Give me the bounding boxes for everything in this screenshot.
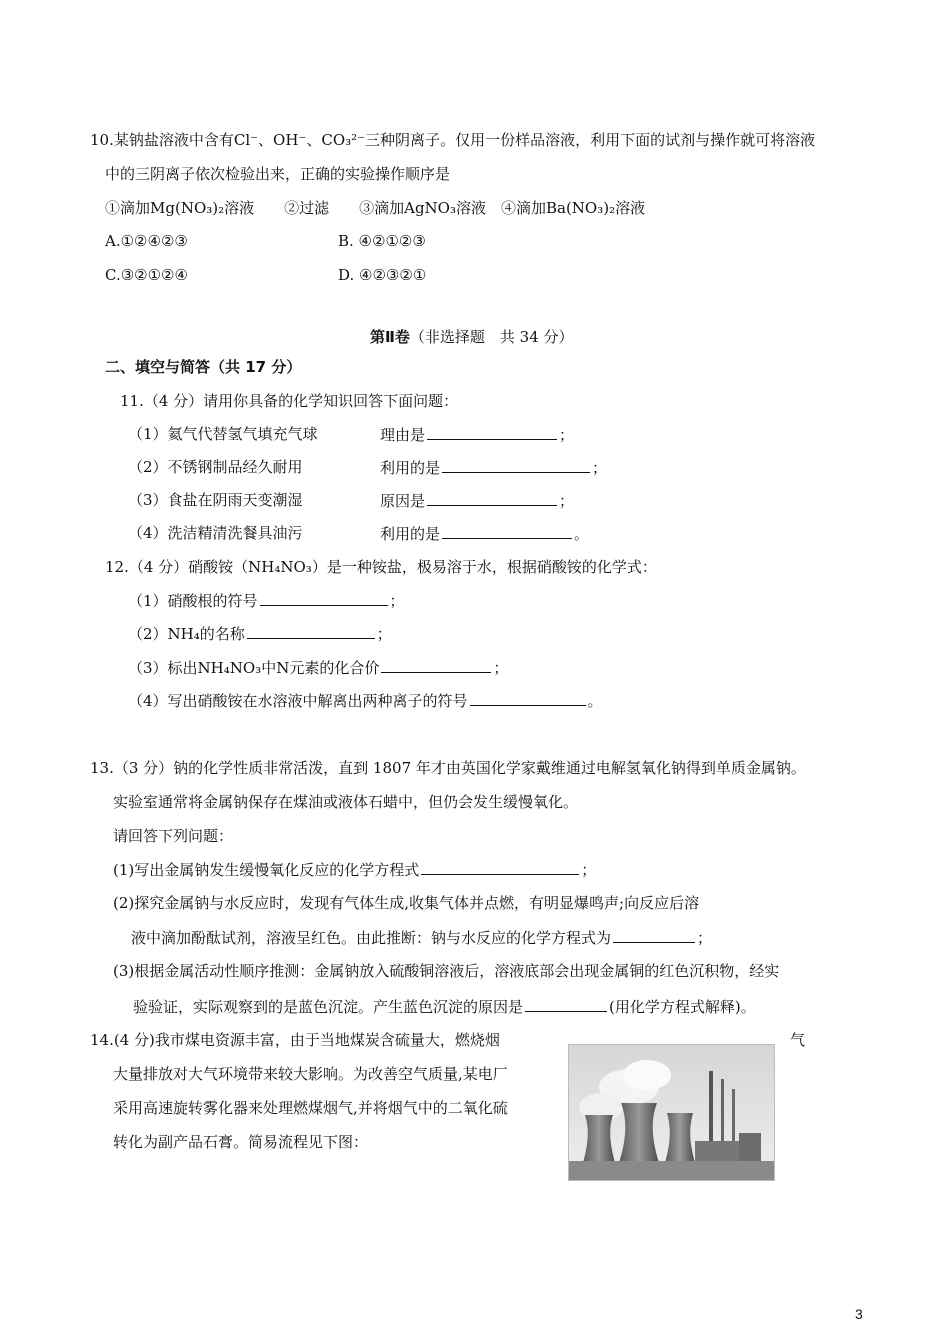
q12-item-3-blank[interactable] [381,657,491,673]
q10-option-a: A.①②④②③ [105,232,188,250]
q12-item-4 [128,690,603,711]
q12-item-1-text: （1）硝酸根的符号 [128,592,258,610]
q11-item-3-right [380,490,574,511]
q12-item-4-text: （4）写出硝酸铵在水溶液中解离出两种离子的符号 [128,692,468,710]
q11-stem: 11.（4 分）请用你具备的化学知识回答下面问题： [120,392,459,410]
q13-stem-line2: 实验室通常将金属钠保存在煤油或液体石蜡中，但仍会发生缓慢氧化。 [113,793,579,811]
q12-item-1-blank[interactable] [260,590,388,606]
q11-item-2-right [380,457,607,478]
q10-option-b: B. ④②①②③ [338,232,426,250]
page-number: 3 [855,1306,863,1322]
q11-item-4-label: 利用的是 [380,525,441,543]
q14-line1: 14.(4 分)我市煤电资源丰富，由于当地煤炭含硫量大，燃烧烟 [90,1031,500,1049]
q12-item-3 [128,657,508,678]
q13-part-2-line2 [131,927,712,948]
q11-item-3-blank[interactable] [427,490,557,506]
q14-line3: 采用高速旋转雾化器来处理燃煤烟气,并将烟气中的二氧化硫 [113,1099,508,1117]
q14-line1-end: 气 [790,1031,806,1049]
q13-part-3-blank[interactable] [525,996,607,1012]
q12-item-2-end: ； [376,625,392,643]
q10-operations: ①滴加Mg(NO₃)₂溶液 ②过滤 ③滴加AgNO₃溶液 ④滴加Ba(NO₃)₂溶液 [105,199,646,217]
q12-item-2-text: （2）NH₄的名称 [128,625,245,643]
q11-item-3-end: ； [559,492,575,510]
q13-part-3-line1: (3)根据金属活动性顺序推测：金属钠放入硫酸铜溶液后，溶液底部会出现金属铜的红色沉积物，经实 [113,962,780,980]
power-plant-photo [568,1044,775,1181]
power-plant-illustration [569,1045,774,1180]
q13-part-3-line2 [133,996,756,1017]
q12-item-4-blank[interactable] [470,690,586,706]
q11-item-2-label: 利用的是 [380,459,441,477]
q10-stem-line1: 10.某钠盐溶液中含有Cl⁻、OH⁻、CO₃²⁻三种阴离子。仅用一份样品溶液，利用下面的试剂与操作就可将溶液 [90,131,816,149]
q13-part-2-text: 液中滴加酚酞试剂，溶液呈红色。由此推断：钠与水反应的化学方程式为 [131,929,612,947]
section-heading: 二、填空与简答（共 17 分） [105,358,302,376]
q12-item-4-end: 。 [587,692,603,710]
q13-part-2-line1: (2)探究金属钠与水反应时，发现有气体生成,收集气体并点燃，有明显爆鸣声;向反应后溶 [113,894,700,912]
q13-part-2-blank[interactable] [613,927,695,943]
q13-part-1 [113,859,596,880]
ground [569,1161,774,1180]
q11-item-2-end: ； [592,459,608,477]
q13-part-3-end: (用化学方程式解释)。 [609,998,756,1016]
steam-cloud [623,1060,671,1090]
q11-item-1-label: 理由是 [380,426,426,444]
q12-item-1-end: ； [389,592,405,610]
q11-item-1-left: （1）氦气代替氢气填充气球 [128,425,318,443]
q10-option-c: C.③②①②④ [105,266,188,284]
q11-item-2-left: （2）不锈钢制品经久耐用 [128,458,303,476]
cooling-tower [583,1115,615,1163]
q13-stem-line3: 请回答下列问题： [113,827,234,845]
q11-item-3-left: （3）食盐在阴雨天变潮湿 [128,491,303,509]
q12-item-3-text: （3）标出NH₄NO₃中N元素的化合价 [128,659,380,677]
q11-item-4-end: 。 [574,525,590,543]
q12-item-2-blank[interactable] [247,623,375,639]
q12-stem: 12.（4 分）硝酸铵（NH₄NO₃）是一种铵盐，极易溶于水，根据硝酸铵的化学式： [105,558,657,576]
chimney [721,1079,724,1151]
plant-building [739,1133,761,1163]
q10-option-d: D. ④②③②① [338,266,427,284]
q13-stem-line1: 13.（3 分）钠的化学性质非常活泼，直到 1807 年才由英国化学家戴维通过电解氢氧化钠得到单质金属钠。 [90,759,806,777]
chimney [709,1071,713,1151]
q13-part-1-blank[interactable] [421,859,579,875]
q13-part-1-text: (1)写出金属钠发生缓慢氧化反应的化学方程式 [113,861,420,879]
q12-item-1 [128,590,405,611]
q11-item-3-label: 原因是 [380,492,426,510]
q11-item-4-left: （4）洗洁精清洗餐具油污 [128,524,303,542]
part2-title-rest: （非选择题 共 34 分） [409,328,574,346]
q11-item-1-end: ； [559,426,575,444]
q11-item-4-blank[interactable] [442,523,572,539]
part2-title [370,327,574,347]
q11-item-1-blank[interactable] [427,424,557,440]
q13-part-3-text: 验验证，实际观察到的是蓝色沉淀。产生蓝色沉淀的原因是 [133,998,524,1016]
q11-item-2-blank[interactable] [442,457,590,473]
q13-part-2-end: ； [697,929,713,947]
q14-line2: 大量排放对大气环境带来较大影响。为改善空气质量,某电厂 [113,1065,508,1083]
q10-stem-line2: 中的三阴离子依次检验出来，正确的实验操作顺序是 [105,165,451,183]
q11-item-1-right [380,424,574,445]
q12-item-3-end: ； [493,659,509,677]
part2-title-bold: 第Ⅱ卷 [370,328,410,346]
q11-item-4-right [380,523,589,544]
q12-item-2 [128,623,392,644]
q14-line4: 转化为副产品石膏。简易流程见下图： [113,1133,369,1151]
q13-part-1-end: ； [581,861,597,879]
